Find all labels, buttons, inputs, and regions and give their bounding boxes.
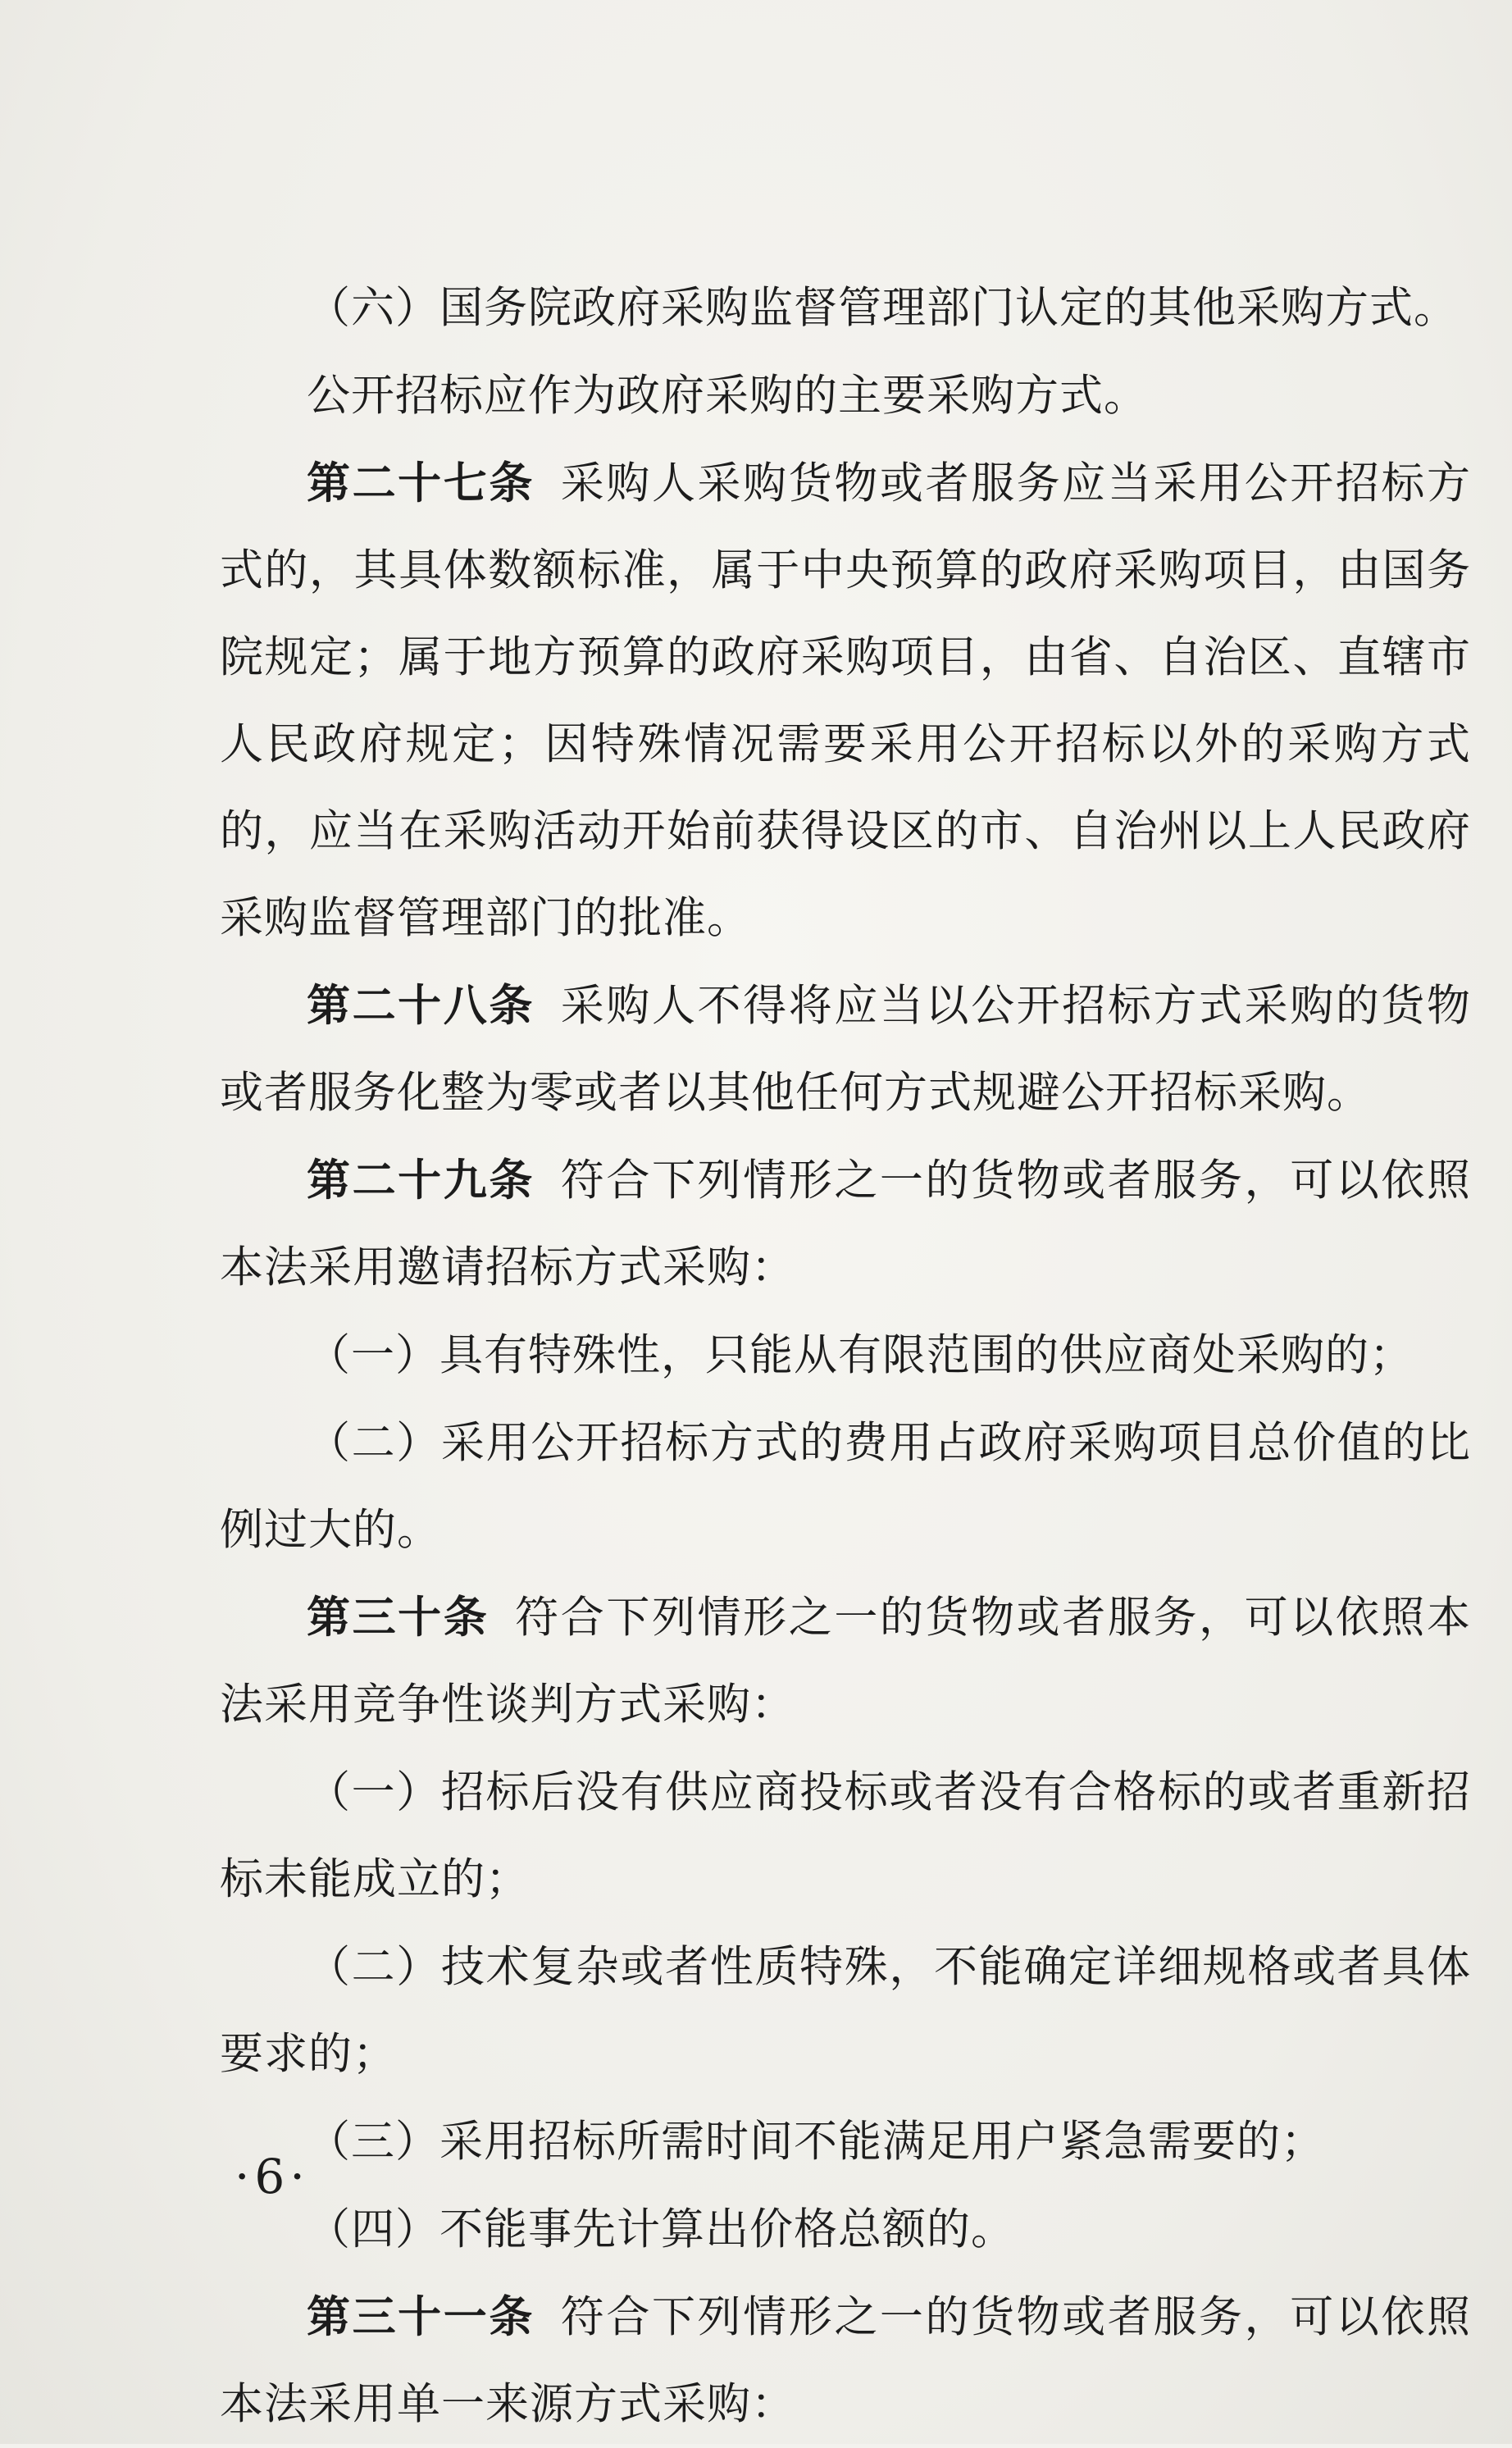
- paragraph-text: 符合下列情形之一的货物或者服务，可以依照本法采用竞争性谈判方式采购：: [220, 1593, 1472, 1730]
- paragraph: [220, 1748, 1471, 1923]
- article-heading: 第二十八条: [307, 980, 535, 1031]
- article-heading: 第二十九条: [307, 1155, 535, 1206]
- body-text: [220, 264, 1471, 2448]
- paragraph: [220, 264, 1471, 352]
- paragraph: [220, 2098, 1471, 2186]
- paragraph-text: 公开招标应作为政府采购的主要采购方式。: [307, 371, 1148, 421]
- page-number: ·6·: [235, 2149, 310, 2204]
- paragraph-text: （二）采用公开招标方式的费用占政府采购项目总价值的比例过大的。: [220, 1418, 1471, 1555]
- paragraph: [220, 1311, 1471, 1399]
- paragraph: [220, 962, 1471, 1137]
- paragraph: [220, 440, 1471, 962]
- paragraph: [220, 1574, 1471, 1748]
- paragraph: [220, 2273, 1471, 2448]
- paragraph-text: 采购人不得将应当以公开招标方式采购的货物或者服务化整为零或者以其他任何方式规避公开招标采购。: [220, 981, 1472, 1118]
- paragraph-text: 采购人采购货物或者服务应当采用公开招标方式的，其具体数额标准，属于中央预算的政府采购项目，由国务院规定；属于地方预算的政府采购项目，由省、自治区、直辖市人民政府规定；因特殊情况需要采用公开招标以外的采购方式的，应当在采购活动开始前获得设区的市、自治州以上人民政府采购监督管理部门的批准。: [220, 458, 1472, 943]
- paragraph-text: （一）招标后没有供应商投标或者没有合格标的或者重新招标未能成立的；: [220, 1767, 1471, 1904]
- article-heading: 第三十一条: [307, 2291, 535, 2342]
- paragraph-text: （四）不能事先计算出价格总额的。: [307, 2204, 1015, 2254]
- paragraph-text: （一）具有特殊性，只能从有限范围的供应商处采购的；: [307, 1330, 1414, 1380]
- paragraph: [220, 1399, 1471, 1574]
- article-heading: 第二十七条: [307, 458, 535, 508]
- paragraph-text: 符合下列情形之一的货物或者服务，可以依照本法采用邀请招标方式采购：: [220, 1156, 1472, 1292]
- paragraph: [220, 2186, 1471, 2273]
- paragraph-text: （六）国务院政府采购监督管理部门认定的其他采购方式。: [307, 283, 1458, 333]
- paragraph: [220, 1137, 1471, 1311]
- paragraph: [220, 1923, 1471, 2098]
- paragraph-text: 符合下列情形之一的货物或者服务，可以依照本法采用单一来源方式采购：: [220, 2292, 1472, 2429]
- paragraph-text: （三）采用招标所需时间不能满足用户紧急需要的；: [307, 2117, 1325, 2167]
- paragraph-text: （二）技术复杂或者性质特殊，不能确定详细规格或者具体要求的；: [220, 1942, 1471, 2079]
- article-heading: 第三十条: [307, 1592, 490, 1643]
- paragraph: [220, 352, 1471, 440]
